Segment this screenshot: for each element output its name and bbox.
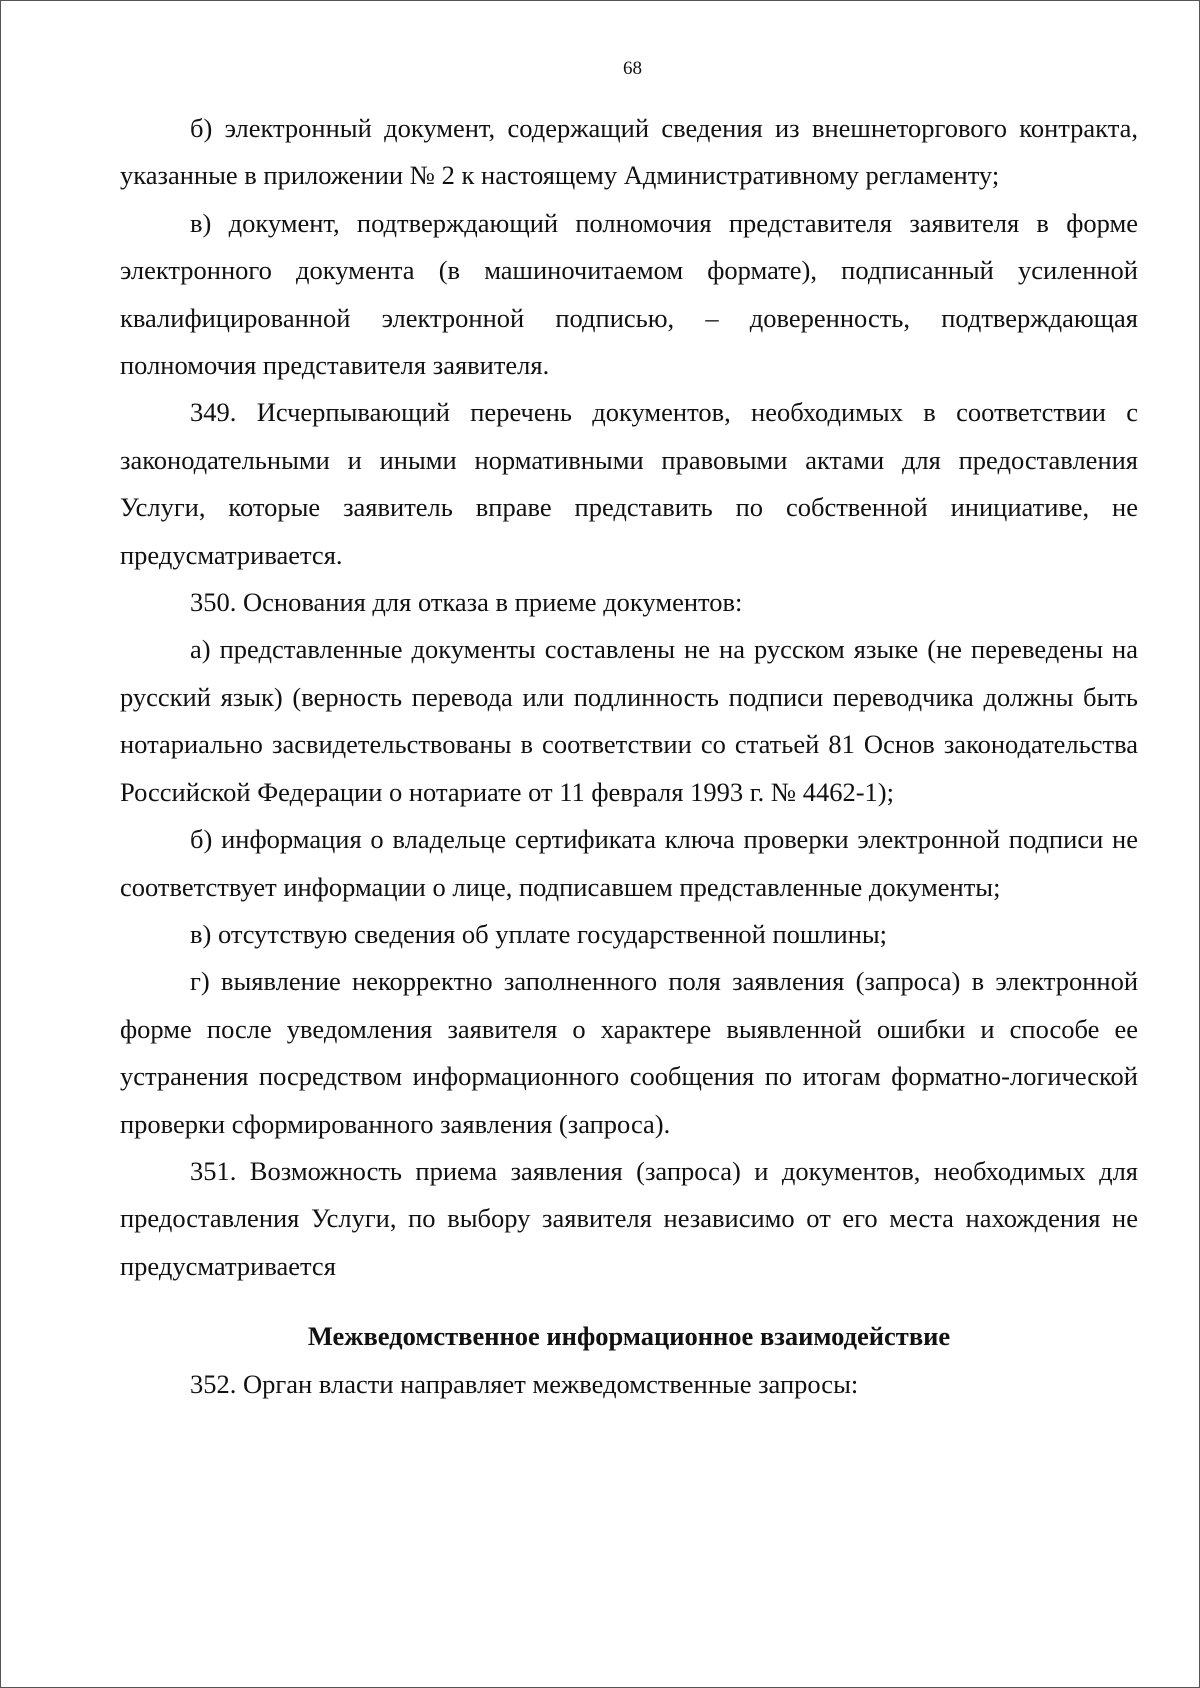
paragraph-349: 349. Исчерпывающий перечень документов, необходимых в соответствии с законодательными и иными нормативными правовыми актами для предоставления Услуги, которые заявитель вправе представить по собственной инициативе, не предусматривается. (120, 397, 1138, 570)
page-number: 68 (623, 58, 642, 79)
paragraph-351: 351. Возможность приема заявления (запроса) и документов, необходимых для предоставления Услуги, по выбору заявителя независимо от его места нахождения не предусматривается (120, 1155, 1138, 1281)
section-heading: Межведомственное информационное взаимодействие (307, 1321, 951, 1352)
paragraph-item-b-certificate: б) информация о владельце сертификата ключа проверки электронной подписи не соответствует информации о лице, подписавшем представленные документы; (120, 824, 1138, 902)
paragraph-item-g-incorrect-field: г) выявление некорректно заполненного поля заявления (запроса) в электронной форме после уведомления заявителя о характере выявленной ошибки и способе ее устранения посредством информационного сообщения по итогам форматно-логической проверки сформированного заявления (запроса). (120, 966, 1138, 1139)
paragraph-item-v-state-fee: в) отсутствую сведения об уплате государственной пошлины; (190, 918, 888, 949)
paragraph-item-a-language: а) представленные документы составлены не на русском языке (не переведены на русский язык) (верность перевода или подлинность подписи переводчика должны быть нотариально засвидетельствованы в соответствии со статьей 81 Основ законодательства Российской Федерации о нотариате от 11 февраля 1993 г. № 4462-1); (120, 634, 1138, 807)
paragraph-item-b-electronic-document: б) электронный документ, содержащий сведения из внешнеторгового контракта, указанные в приложении № 2 к настоящему Административному регламенту; (120, 113, 1138, 191)
paragraph-352: 352. Орган власти направляет межведомственные запросы: (190, 1368, 859, 1399)
document-body (120, 105, 1138, 1408)
paragraph-item-v-authority-document: в) документ, подтверждающий полномочия представителя заявителя в форме электронного документа (в машиночитаемом формате), подписанный усиленной квалифицированной электронной подписью, – доверенность, подтверждающая полномочия представителя заявителя. (120, 207, 1138, 381)
paragraph-350: 350. Основания для отказа в приеме документов: (190, 587, 743, 618)
